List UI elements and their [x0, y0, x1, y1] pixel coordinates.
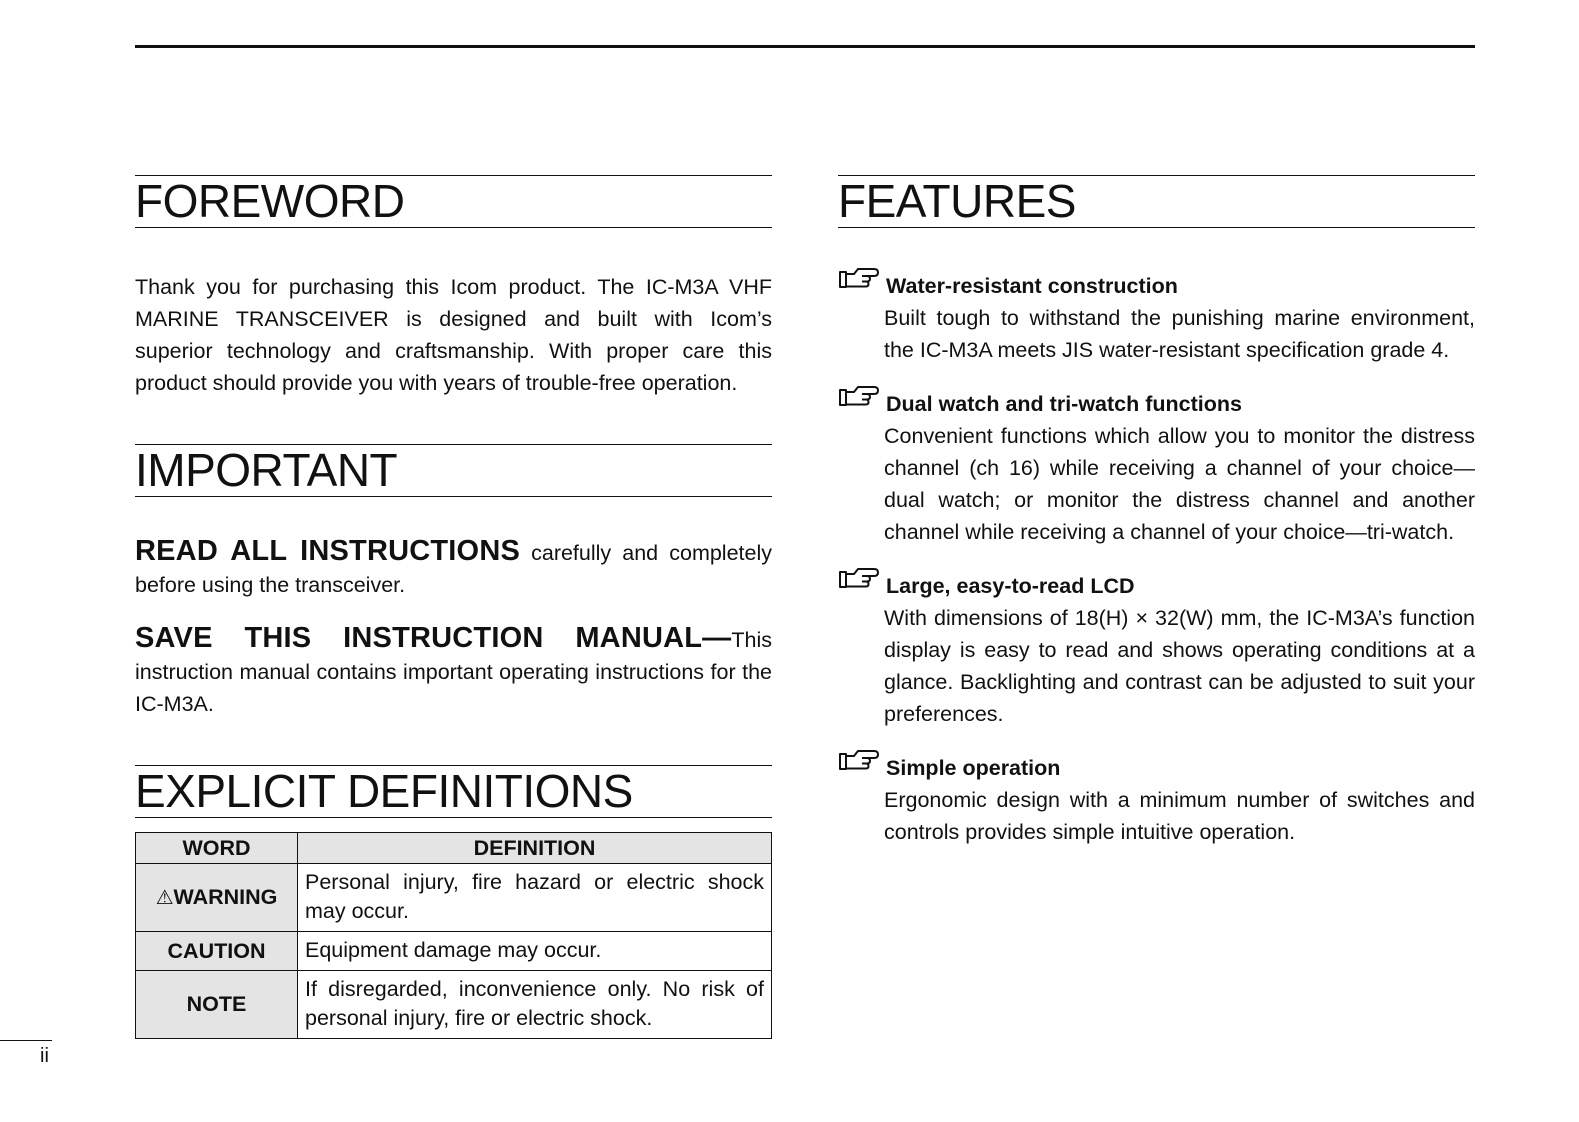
table-row: [136, 864, 772, 932]
pointing-hand-icon: [838, 748, 880, 774]
feature-body: Convenient functions which allow you to monitor the distress channel (ch 16) while receiving a channel of your choice—dual watch; or monitor the distress channel and another channel while receiving a channel of your choice—tri-watch.: [884, 424, 1475, 544]
warning-word-cell: [136, 864, 298, 932]
table-header-row: [136, 833, 772, 864]
warning-definition: Personal injury, fire hazard or electric shock may occur.: [298, 864, 772, 932]
right-column: [838, 175, 1475, 848]
feature-title: Dual watch and tri-watch functions: [886, 392, 1242, 416]
definitions-table: [135, 832, 772, 1039]
top-rule: [135, 45, 1475, 48]
warning-word: WARNING: [173, 885, 278, 909]
pointing-hand-icon: [838, 384, 880, 410]
feature-body: Ergonomic design with a minimum number of switches and controls provides simple intuitive operation.: [884, 788, 1475, 844]
warning-triangle-icon: ⚠: [155, 887, 174, 909]
caution-definition: Equipment damage may occur.: [298, 932, 772, 971]
feature-title: Simple operation: [886, 756, 1061, 780]
feature-body: Built tough to withstand the punishing marine environment, the IC-M3A meets JIS water-resistant specification grade 4.: [884, 306, 1475, 362]
foreword-heading: FOREWORD: [135, 175, 772, 228]
read-instructions-text: carefully and completely before using the transceiver.: [135, 541, 772, 597]
save-manual-lead: SAVE THIS INSTRUCTION MANUAL—: [135, 622, 732, 654]
feature-title: Large, easy-to-read LCD: [886, 574, 1135, 598]
feature-item: [838, 270, 1475, 366]
page-number: ii: [40, 1045, 49, 1067]
note-definition: If disregarded, inconvenience only. No risk of personal injury, fire or electric shock.: [298, 971, 772, 1039]
foreword-text: Thank you for purchasing this Icom product. The IC-M3A VHF MARINE TRANSCEIVER is designed and built with Icom’s superior technology and craftsmanship. With proper care this product should provide you with years of trouble-free operation.: [135, 275, 772, 395]
read-instructions-lead: READ ALL INSTRUCTIONS: [135, 535, 521, 567]
table-row: [136, 971, 772, 1039]
save-manual-text: This instruction manual contains important operating instructions for the IC-M3A.: [135, 628, 772, 716]
save-manual-paragraph: [135, 622, 772, 720]
pointing-hand-icon: [838, 566, 880, 592]
important-heading: IMPORTANT: [135, 444, 772, 497]
word-column-header: WORD: [136, 833, 298, 864]
pointing-hand-icon: [838, 266, 880, 292]
definition-column-header: DEFINITION: [298, 833, 772, 864]
feature-title: Water-resistant construction: [886, 274, 1178, 298]
caution-word: CAUTION: [136, 932, 298, 971]
feature-body: With dimensions of 18(H) × 32(W) mm, the IC-M3A’s function display is easy to read and shows operating conditions at a glance. Backlighting and contrast can be adjusted to suit your preferences.: [884, 606, 1475, 726]
explicit-definitions-heading: EXPLICIT DEFINITIONS: [135, 765, 772, 818]
read-instructions-paragraph: [135, 535, 772, 601]
feature-item: [838, 570, 1475, 730]
note-word: NOTE: [136, 971, 298, 1039]
table-row: [136, 932, 772, 971]
feature-item: [838, 752, 1475, 848]
footer-rule: [0, 1040, 52, 1041]
feature-item: [838, 388, 1475, 548]
left-column: [135, 175, 772, 1039]
features-heading: FEATURES: [838, 175, 1475, 228]
